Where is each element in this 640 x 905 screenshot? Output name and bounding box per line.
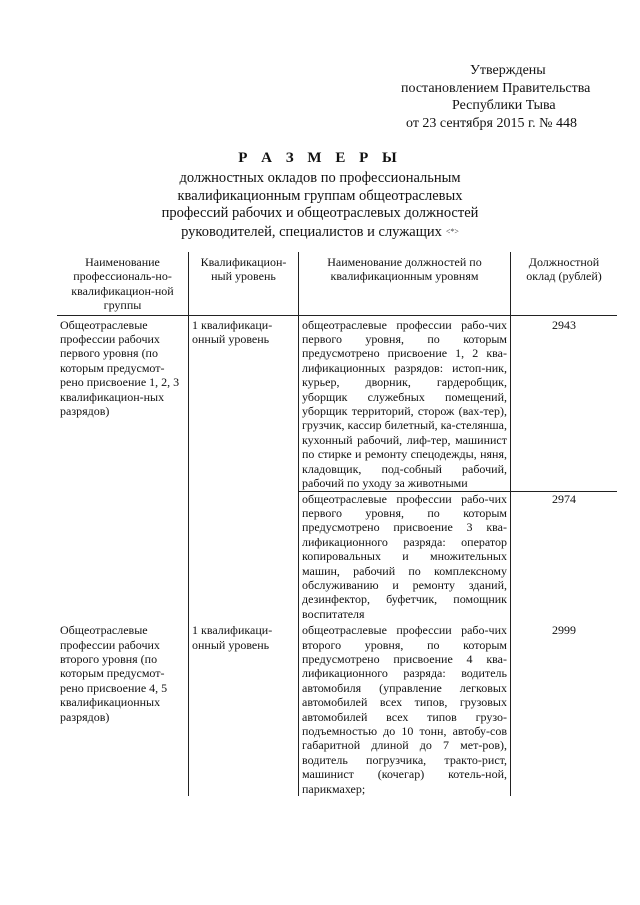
salary-cell: 2999: [511, 621, 618, 796]
document-subtitle: [150, 170, 490, 241]
table-row: [57, 315, 617, 491]
positions-cell: общеотраслевые профессии рабо-чих первого уровня, по которым предусмотрено присвоение 1, 2 ква-лификационных разрядов: истоп-ник, курьер, дворник, гардеробщик, уборщик служебных помещений, уборщик территорий, сторож (вах-тер), грузчик, кассир билетный, ка-стелянша, кухонный рабочий, лиф-тер, машинист по стирке и ремонту спецодежды, няня, кладовщик, под-собный рабочий, рабочий по уходу за животными: [302, 317, 507, 491]
level-cell: 1 квалификаци-онный уровень: [189, 315, 299, 621]
group-cell: Общеотраслевые профессии рабочих второго уровня (по которым предусмот-рено присвоение 4, 5 квалификационных разрядов): [57, 621, 189, 796]
approval-line-3: Республики Тыва: [452, 98, 556, 113]
table-row: [57, 621, 617, 796]
document-title: Р А З М Е Р Ы: [238, 150, 402, 166]
header-level: Квалификацион-ный уровень: [189, 252, 299, 315]
level-cell: 1 квалификаци-онный уровень: [189, 621, 299, 796]
footnote-mark: <*>: [445, 226, 459, 236]
header-group: Наименование профессиональ-но-квалификацион-ной группы: [57, 252, 189, 315]
subtitle-text: должностных окладов по профессиональным квалификационным группам общеотраслевых профессий рабочих и общеотраслевых должностей руководителей, специалистов и служащих: [161, 170, 479, 240]
header-salary: Должностной оклад (рублей): [511, 252, 618, 315]
group-cell: Общеотраслевые профессии рабочих первого уровня (по которым предусмот-рено присвоение 1, 2, 3 квалификацион-ных разрядов): [57, 315, 189, 621]
positions-cell: общеотраслевые профессии рабо-чих второго уровня, по которым предусмотрено присвоение 4 ква-лификационного разряда: водитель автомобиля (управление легковых автомобилей всех типов, грузовых автомобилей всех типов грузо-подъемностью до 10 тонн, автобу-сов габаритной длиной до 7 мет-ров), водитель погрузчика, тракто-рист, машинист (кочегар) котель-ной, парикмахер;: [302, 623, 507, 796]
approval-line-1: Утверждены: [470, 63, 546, 78]
table-header-row: [57, 252, 617, 315]
positions-cell: общеотраслевые профессии рабо-чих первого уровня, по которым предусмотрено присвоение 3 ква-лификационного разряда: оператор копировальных и множительных машин, рабочий по комплексному обслуживанию и ремонту зданий, дезинфектор, буфетчик, помощник воспитателя: [299, 491, 511, 621]
approval-block: [380, 62, 620, 132]
header-positions: Наименование должностей по квалификационным уровням: [299, 252, 511, 315]
salary-cell: 2943: [511, 315, 618, 491]
approval-line-2: постановлением Правительства: [401, 80, 591, 96]
approval-line-4: от 23 сентября 2015 г. № 448: [406, 115, 577, 131]
salary-table: [57, 252, 617, 796]
salary-cell: 2974: [511, 491, 618, 621]
